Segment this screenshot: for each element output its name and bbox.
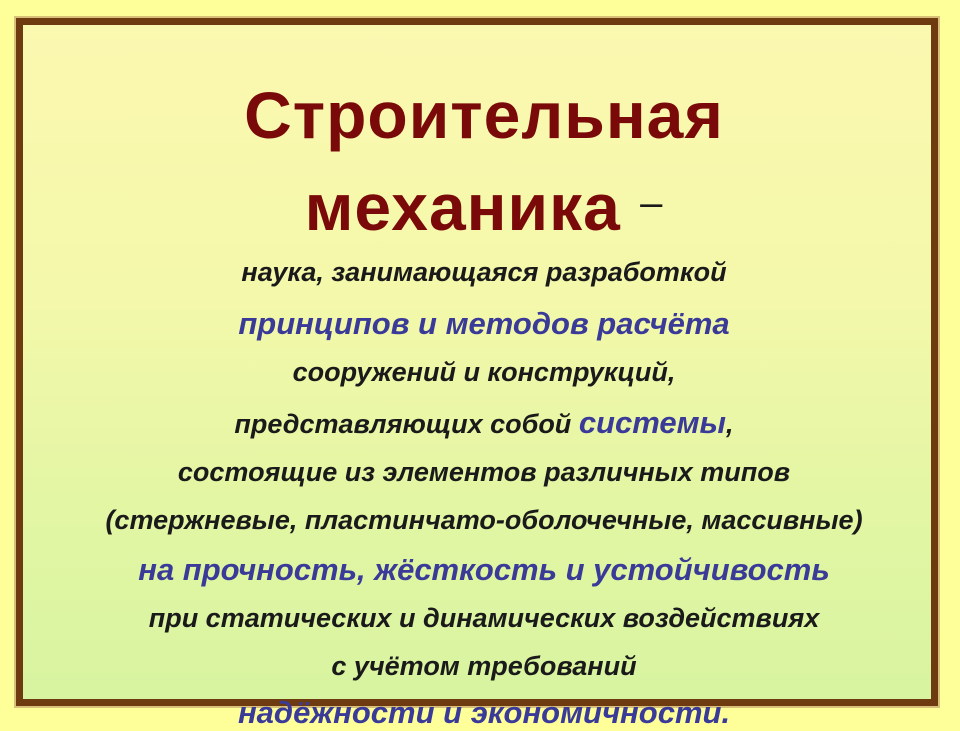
body-line-7: на прочность, жёсткость и устойчивость: [138, 552, 830, 587]
body-line-4-emphasis: системы: [578, 405, 727, 440]
title-dash: –: [640, 181, 664, 225]
body-line-5: состоящие из элементов различных типов: [177, 457, 791, 487]
slide-frame: [16, 18, 938, 730]
body-line-2: принципов и методов расчёта: [238, 306, 730, 341]
title-word-1: Строительная: [244, 78, 724, 152]
slide-title-line-2: [23, 169, 945, 245]
body-line-3: сооружений и конструкций,: [292, 357, 676, 387]
body-line-8: при статических и динамических воздействиях: [148, 603, 820, 633]
title-word-2: механика: [304, 170, 621, 244]
body-line-9: с учётом требований: [331, 651, 637, 681]
slide-title-line-1: [23, 77, 945, 153]
body-line-4-suffix: ,: [726, 409, 734, 439]
body-line-4: [23, 405, 945, 441]
body-line-6: (стержневые, пластинчато-оболочечные, массивные): [105, 505, 863, 535]
body-line-10: надёжности и экономичности.: [237, 695, 731, 730]
body-line-4-prefix: представляющих собой: [234, 409, 579, 439]
body-line-1: наука, занимающаяся разработкой: [241, 257, 727, 287]
